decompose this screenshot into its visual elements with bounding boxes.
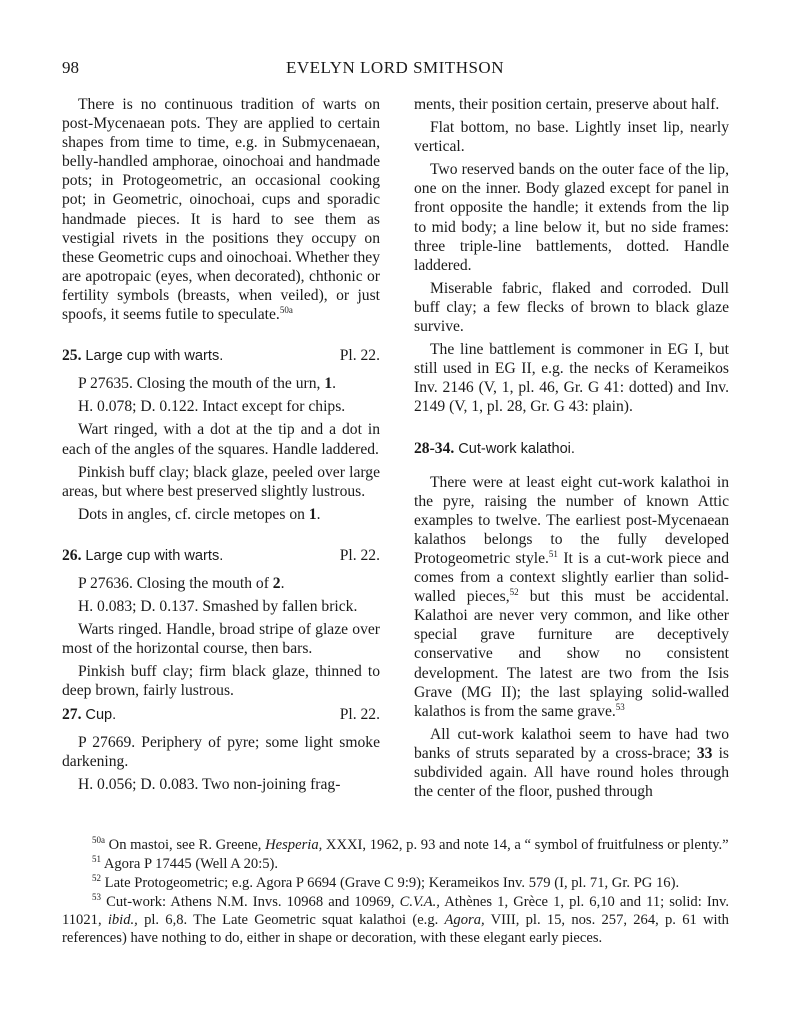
footnote: $^{50a}$ On mastoi, see R. Greene, Hesperia, XXXI, 1962, p. 93 and note 14, a “ symbol of fruitfulness or plenty.”	[92, 835, 729, 853]
catalogue-line: Two reserved bands on the outer face of the lip, one on the inner. Body glazed except for panel in front opposite the handle; it extends from the lip to mid body; a line below it, but no side frames: three triple-line battlements, dotted. Handle laddered.	[414, 161, 729, 274]
left-column	[62, 95, 380, 798]
catalogue-line: Dots in angles, cf. circle metopes on 1.	[78, 505, 321, 523]
catalogue-line: Wart ringed, with a dot at the tip and a dot in each of the angles of the squares. Handle laddered.	[62, 421, 380, 458]
footnote: $^{51}$ Agora P 17445 (Well A 20:5).	[92, 854, 279, 872]
footnote-ref: 52	[509, 586, 519, 597]
entry-number: 25.	[62, 347, 82, 365]
page-header	[62, 58, 728, 82]
entry-title: Large cup with warts.	[85, 547, 224, 564]
entry-title: Cup.	[85, 706, 117, 723]
footnote-ref: 50a	[279, 304, 293, 315]
entry-heading	[62, 546, 380, 566]
entry-number: 28-34.	[414, 439, 455, 457]
entry-heading	[62, 705, 380, 725]
catalogue-line: Flat bottom, no base. Lightly inset lip, nearly vertical.	[414, 119, 729, 156]
footnote-ref: 53	[615, 701, 625, 712]
running-head: EVELYN LORD SMITHSON	[286, 58, 504, 77]
plate-reference: Pl. 22.	[339, 347, 380, 365]
catalogue-line: Miserable fabric, flaked and corroded. Dull buff clay; a few flecks of brown to black glaze survive.	[414, 279, 729, 336]
catalogue-line: The line battlement is commoner in EG I, but still used in EG II, e.g. the necks of Kerameikos Inv. 2146 (V, 1, pl. 46, Gr. G 41: dotted) and Inv. 2149 (V, 1, pl. 28, Gr. G 43: plain).	[414, 341, 729, 416]
catalogue-line: H. 0.078; D. 0.122. Intact except for chips.	[78, 398, 346, 416]
plate-reference: Pl. 22.	[339, 705, 380, 723]
intro-paragraph: There is no continuous tradition of warts on post-Mycenaean pots. They are applied to certain shapes from time to time, e.g. in Submycenaean, belly-handled amphorae, oinochoai and handmade pots; in Protogeometric, an occasional cooking pot; in Geometric, oinochoai, cups and sporadic handmade pieces. It is hard to see them as vestigial rivets in the positions they occupy on these Geometric cups and oinochoai. Whether they are apotropaic (eyes, when decorated), chthonic or fertility symbols (breasts, when veiled), or just spoofs, it seems futile to speculate.$^{50a}$	[62, 96, 380, 324]
entry-heading	[62, 346, 380, 366]
body-paragraph: All cut-work kalathoi seem to have had two banks of struts separated by a cross-brace; 33 is subdivided again. All have round holes through the center of the floor, pushed through	[414, 725, 729, 801]
plate-reference: Pl. 22.	[339, 546, 380, 564]
body-paragraph: There were at least eight cut-work kalathoi in the pyre, raising the number of known Attic examples to twelve. The earliest post-Mycenaean kalathos belongs to the fully developed Protogeometric style.$^{51}$ It is a cut-work piece and comes from a context slightly earlier than solid-walled pieces,$^{52}$ but this must be accidental. Kalathoi are never very common, and like other special grave furniture are deceptively conservative and show no consistent development. The latest are two from the Isis Grave (MG II); the last splaying solid-walled kalathos is from the same grave.$^{53}$	[414, 473, 730, 720]
entry-title: Large cup with warts.	[85, 348, 224, 365]
footnotes	[62, 836, 729, 948]
entry-title: Cut-work kalathoi.	[458, 440, 575, 457]
entry-heading	[414, 439, 729, 459]
footnote: $^{53}$ Cut-work: Athens N.M. Invs. 10968 and 10969, C.V.A., Athènes 1, Grèce 1, pl. 6,10 and 11; solid: Inv. 11021, ibid., pl. 6,8. The Late Geometric squat kalathoi (e.g. Agora, VIII, pl. 15, nos. 257, 264, p. 61 with references) have nothing to do, either in shape or decoration, with these elegant early pieces.	[62, 892, 729, 946]
right-column	[414, 95, 729, 805]
catalogue-line: H. 0.083; D. 0.137. Smashed by fallen brick.	[78, 598, 358, 616]
catalogue-line: Pinkish buff clay; black glaze, peeled over large areas, but where best preserved slightly lustrous.	[62, 463, 380, 500]
entry-number: 26.	[62, 546, 82, 564]
footnote: $^{52}$ Late Protogeometric; e.g. Agora P 6694 (Grave C 9:9); Kerameikos Inv. 579 (I, pl. 71, Gr. PG 16).	[92, 873, 680, 891]
continued-text: ments, their position certain, preserve about half.	[414, 96, 720, 113]
entry-number: 27.	[62, 705, 82, 723]
catalogue-line: P 27635. Closing the mouth of the urn, 1.	[78, 375, 337, 393]
catalogue-line: P 27636. Closing the mouth of 2.	[78, 574, 285, 592]
footnote-ref: 51	[548, 548, 558, 559]
catalogue-line: Pinkish buff clay; firm black glaze, thinned to deep brown, fairly lustrous.	[62, 663, 380, 700]
page-number: 98	[62, 58, 79, 77]
catalogue-line: H. 0.056; D. 0.083. Two non-joining frag-	[78, 775, 341, 793]
catalogue-line: P 27669. Periphery of pyre; some light smoke darkening.	[62, 733, 380, 770]
catalogue-line: Warts ringed. Handle, broad stripe of glaze over most of the horizontal course, then bars.	[62, 621, 380, 658]
